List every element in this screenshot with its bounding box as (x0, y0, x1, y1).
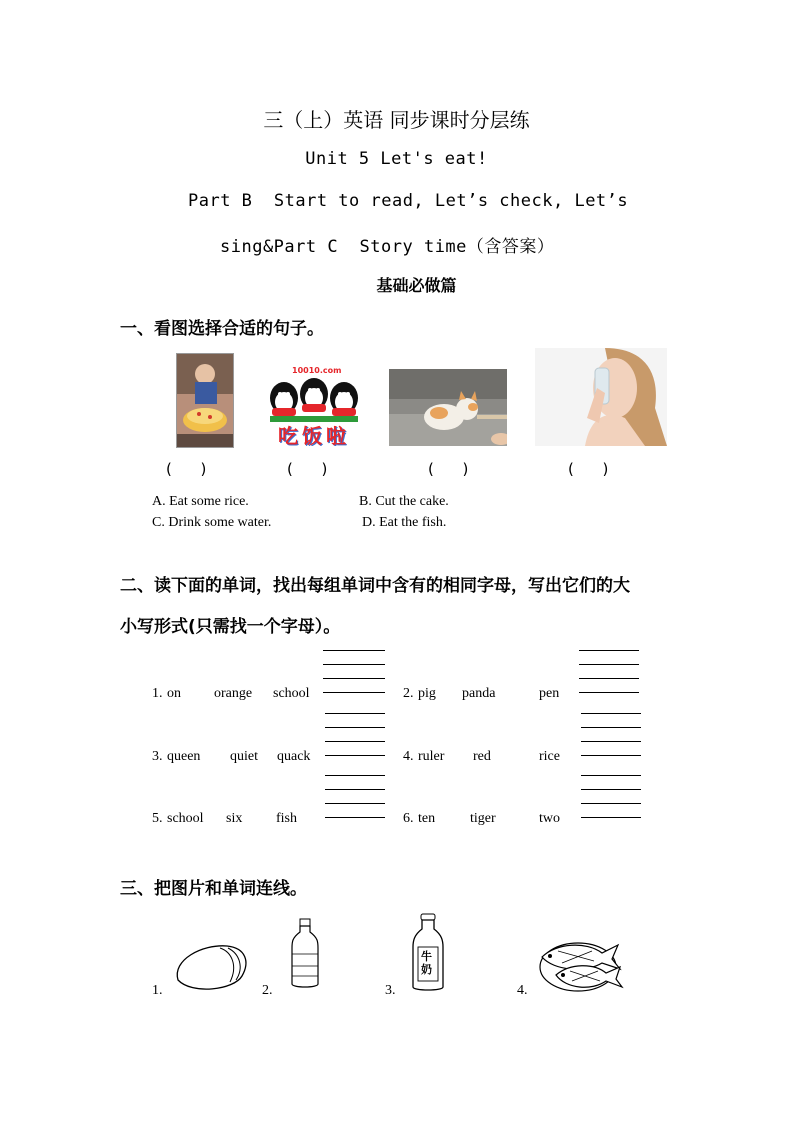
group-word: ruler (418, 749, 445, 764)
milk-label-char-2: 奶 (421, 963, 432, 976)
woman-drinking-water-photo (535, 348, 667, 446)
answer-blank-4[interactable]: ( ) (568, 460, 609, 478)
group-number: 2. (403, 686, 414, 701)
option-d: D. Eat the fish. (362, 515, 447, 530)
group-word: orange (214, 686, 253, 701)
part-line-2: sing&Part C Story time（含答案） (220, 237, 555, 257)
section-3-heading: 三、把图片和单词连线。 (120, 879, 307, 899)
kitten-eating-photo (389, 369, 507, 446)
photo-caption: 吃饭啦 (278, 424, 350, 446)
group-word: six (226, 811, 243, 826)
group-word: quiet (230, 749, 258, 764)
picture-number-1: 1. (152, 983, 163, 998)
section-2-heading-line-2: 小写形式(只需找一个字母）。 (120, 617, 341, 637)
group-word: pig (418, 686, 436, 701)
group-number: 1. (152, 686, 163, 701)
picture-number-3: 3. (385, 983, 396, 998)
milk-label-char-1: 牛 (421, 950, 432, 963)
answer-blank-3[interactable]: ( ) (428, 460, 469, 478)
group-word: fish (276, 811, 297, 826)
group-word: tiger (470, 811, 496, 826)
fish-drawing (536, 933, 624, 995)
water-bottle-drawing (288, 918, 322, 990)
group-number: 6. (403, 811, 414, 826)
unit-title: Unit 5 Let's eat! (305, 149, 488, 169)
group-word: ten (418, 811, 436, 826)
option-b: B. Cut the cake. (359, 494, 449, 509)
penguins-eating-picture (264, 366, 364, 446)
milk-label (421, 950, 432, 976)
group-word: red (473, 749, 491, 764)
section-1-heading: 一、看图选择合适的句子。 (120, 319, 324, 339)
answer-blank-2[interactable]: ( ) (287, 460, 328, 478)
group-word: school (167, 811, 204, 826)
group-word: queen (167, 749, 201, 764)
group-word: quack (277, 749, 311, 764)
answer-blank-1[interactable]: ( ) (166, 460, 207, 478)
group-word: rice (539, 749, 560, 764)
group-word: two (539, 811, 560, 826)
group-word: school (273, 686, 310, 701)
section-2-heading-line-1: 二、读下面的单词，找出每组单词中含有的相同字母，写出它们的大 (120, 576, 630, 596)
group-word: pen (539, 686, 560, 701)
group-word: panda (462, 686, 496, 701)
group-number: 3. (152, 749, 163, 764)
group-number: 4. (403, 749, 414, 764)
page-title: 三（上）英语 同步课时分层练 (263, 108, 530, 132)
bread-drawing (172, 940, 250, 995)
picture-number-2: 2. (262, 983, 273, 998)
cake-photo (176, 353, 234, 448)
part-line-1: Part B Start to read, Let’s check, Let’s (188, 191, 629, 211)
option-c: C. Drink some water. (152, 515, 272, 530)
group-number: 5. (152, 811, 163, 826)
level-title: 基础必做篇 (376, 276, 457, 295)
group-word: on (167, 686, 181, 701)
option-a: A. Eat some rice. (152, 494, 249, 509)
picture-number-4: 4. (517, 983, 528, 998)
logo-text: 10010.com (292, 366, 342, 375)
